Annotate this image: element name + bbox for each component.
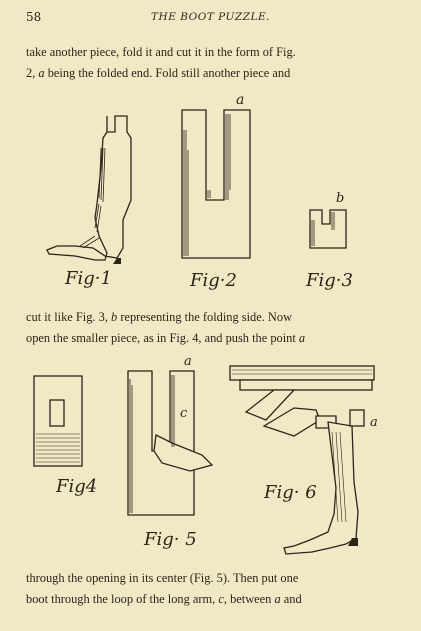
paragraph-2 [26,307,398,349]
text-line: through the opening in its center (Fig. 5). Then put one [26,571,299,585]
figure-6-label: Fig· 6 [264,482,317,503]
figure-1-label: Fig·1 [65,268,112,289]
text-line: cut it like Fig. 3, b representing the folding side. Now [26,310,293,324]
running-head: THE BOOT PUZZLE. [151,11,270,23]
figure-4-illustration [28,372,98,502]
figure-2-letter-a: a [236,92,245,108]
figure-3-letter-b: b [336,191,345,206]
figure-2-illustration [170,90,260,291]
figure-5-illustration [118,355,228,555]
figure-2-label: Fig·2 [190,270,237,291]
figure-5-letter-a: a [184,354,192,369]
paragraph-3 [26,568,398,610]
figure-5-label: Fig· 5 [144,529,197,550]
figure-3-label: Fig·3 [306,270,353,291]
figure-1-boot-illustration [35,108,145,289]
figure-6-illustration [224,362,399,567]
figure-3-illustration [300,190,370,300]
text-line: boot through the loop of the long arm, c, between a and [26,592,302,606]
text-line: 2, a being the folded end. Fold still another piece and [26,66,291,80]
paragraph-1 [26,42,398,84]
page-number: 58 [26,10,42,24]
page-header [26,10,395,28]
figure-6-letter-a: a [370,415,378,430]
figure-5-letter-c: c [180,406,188,421]
figure-4-label: Fig4 [56,476,98,497]
text-line: take another piece, fold it and cut it in the form of Fig. [26,45,296,59]
text-line: open the smaller piece, as in Fig. 4, and push the point a [26,331,306,345]
